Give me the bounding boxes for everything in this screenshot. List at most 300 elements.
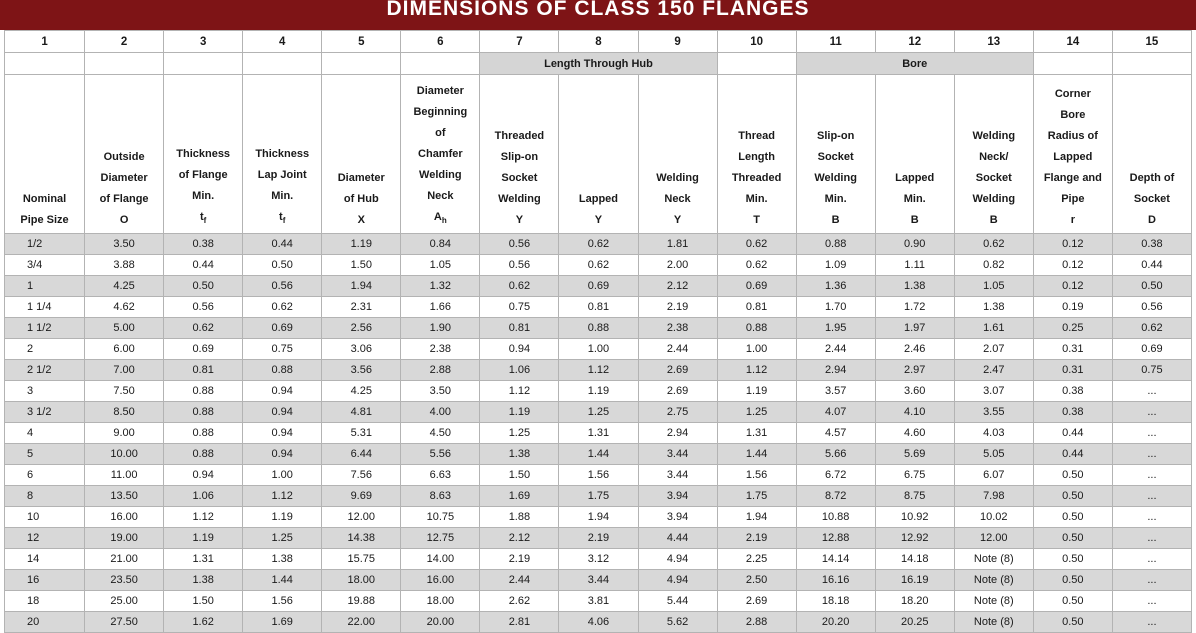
table-cell: 12.00 [954, 528, 1033, 549]
column-number-cell: 6 [401, 31, 480, 53]
header-text-line: Socket [1133, 193, 1170, 205]
table-cell: 7.50 [85, 381, 164, 402]
table-cell: ... [1112, 549, 1191, 570]
table-cell: 15.75 [322, 549, 401, 570]
table-cell: 10.02 [954, 507, 1033, 528]
table-cell: 2.19 [717, 528, 796, 549]
table-cell: Note (8) [954, 612, 1033, 633]
header-text-line: Min. [903, 193, 926, 205]
table-cell: 4.94 [638, 570, 717, 591]
header-text-line: Socket [975, 172, 1012, 184]
table-cell: 3.94 [638, 486, 717, 507]
table-cell: 1.00 [243, 465, 322, 486]
column-header-cell [1033, 75, 1112, 234]
table-cell: 7.00 [85, 360, 164, 381]
table-cell: 10.00 [85, 444, 164, 465]
table-cell: 12.88 [796, 528, 875, 549]
table-row [5, 528, 1192, 549]
table-cell: 0.56 [480, 255, 559, 276]
table-cell: 4.62 [85, 297, 164, 318]
header-text-line: Lapped [578, 193, 619, 205]
table-cell: 9.69 [322, 486, 401, 507]
table-cell: 1.32 [401, 276, 480, 297]
table-cell: 1.31 [164, 549, 243, 570]
header-text-line: of Flange [178, 168, 228, 181]
column-header-row [5, 75, 1192, 234]
header-text-line: Welding [498, 193, 541, 205]
table-cell: 1.94 [322, 276, 401, 297]
column-number-cell: 7 [480, 31, 559, 53]
header-text-line: Threaded [494, 130, 545, 142]
table-cell: 0.62 [243, 297, 322, 318]
header-text-line: of Hub [343, 193, 379, 205]
table-cell: ... [1112, 507, 1191, 528]
table-cell: 2.44 [480, 570, 559, 591]
table-cell: 3.12 [559, 549, 638, 570]
table-cell: 0.62 [1112, 318, 1191, 339]
table-cell: 3.07 [954, 381, 1033, 402]
table-cell: 8.63 [401, 486, 480, 507]
group-spacer [322, 53, 401, 75]
header-symbol: O [119, 214, 129, 226]
column-header-cell [796, 75, 875, 234]
table-cell: 1.72 [875, 297, 954, 318]
table-cell: 0.62 [559, 255, 638, 276]
table-cell: 2.97 [875, 360, 954, 381]
table-cell: 1.38 [243, 549, 322, 570]
column-number-cell: 13 [954, 31, 1033, 53]
table-cell: 1.97 [875, 318, 954, 339]
table-cell: 19.88 [322, 591, 401, 612]
header-text-line: Slip-on [500, 151, 539, 163]
table-row [5, 255, 1192, 276]
table-cell: 0.44 [1033, 444, 1112, 465]
table-cell: 0.94 [243, 444, 322, 465]
table-cell: 0.94 [243, 423, 322, 444]
header-text-line: Length [738, 151, 775, 163]
table-cell: ... [1112, 612, 1191, 633]
table-row [5, 591, 1192, 612]
table-cell: 1.61 [954, 318, 1033, 339]
table-cell: 0.44 [1112, 255, 1191, 276]
header-text-line: Lapped [1053, 151, 1093, 163]
table-cell: 18.20 [875, 591, 954, 612]
column-header-cell [875, 75, 954, 234]
table-cell: 1.19 [322, 234, 401, 255]
table-cell: ... [1112, 402, 1191, 423]
table-cell: 0.50 [1033, 570, 1112, 591]
table-cell: 4.60 [875, 423, 954, 444]
table-cell: 13.50 [85, 486, 164, 507]
table-cell: 4.03 [954, 423, 1033, 444]
table-cell: ... [1112, 486, 1191, 507]
table-cell: 5.05 [954, 444, 1033, 465]
table-cell: 2.47 [954, 360, 1033, 381]
table-cell: 0.19 [1033, 297, 1112, 318]
table-row [5, 570, 1192, 591]
header-symbol: $t_f$ [279, 210, 286, 225]
table-cell: 27.50 [85, 612, 164, 633]
table-cell: 1.56 [559, 465, 638, 486]
table-cell: 0.88 [164, 402, 243, 423]
table-cell: 0.82 [954, 255, 1033, 276]
header-symbol: $t_f$ [199, 210, 207, 225]
table-cell: 1.75 [559, 486, 638, 507]
table-cell: 1.95 [796, 318, 875, 339]
header-symbol: Y [594, 214, 603, 226]
table-row [5, 234, 1192, 255]
header-text-line: Depth of [1129, 172, 1175, 184]
table-cell: 22.00 [322, 612, 401, 633]
header-symbol: r [1070, 214, 1075, 226]
pipe-size-cell: 6 [5, 465, 85, 486]
table-cell: 2.46 [875, 339, 954, 360]
table-cell: 18.00 [322, 570, 401, 591]
table-cell: 3.94 [638, 507, 717, 528]
table-cell: 5.69 [875, 444, 954, 465]
table-cell: 6.00 [85, 339, 164, 360]
table-cell: 3.44 [638, 444, 717, 465]
table-cell: 2.38 [638, 318, 717, 339]
column-header-cell [5, 75, 85, 234]
table-cell: 0.62 [480, 276, 559, 297]
table-cell: 1.94 [559, 507, 638, 528]
table-cell: 4.44 [638, 528, 717, 549]
column-number-cell: 5 [322, 31, 401, 53]
header-symbol: $A_h$ [433, 210, 447, 225]
table-cell: 23.50 [85, 570, 164, 591]
table-cell: 3.06 [322, 339, 401, 360]
table-cell: 2.88 [717, 612, 796, 633]
column-number-cell: 14 [1033, 31, 1112, 53]
table-cell: 2.19 [480, 549, 559, 570]
table-cell: 0.56 [243, 276, 322, 297]
table-cell: 1.62 [164, 612, 243, 633]
table-cell: 0.62 [954, 234, 1033, 255]
column-number-cell: 12 [875, 31, 954, 53]
table-cell: Note (8) [954, 570, 1033, 591]
table-cell: 1.05 [401, 255, 480, 276]
header-text-line: Socket [501, 172, 538, 184]
table-cell: 5.44 [638, 591, 717, 612]
table-cell: 0.50 [243, 255, 322, 276]
table-cell: 0.44 [164, 255, 243, 276]
table-cell: 2.56 [322, 318, 401, 339]
table-cell: 0.50 [1112, 276, 1191, 297]
table-cell: 1.75 [717, 486, 796, 507]
table-cell: 20.00 [401, 612, 480, 633]
table-cell: 1.00 [559, 339, 638, 360]
header-symbol: B [831, 214, 840, 226]
pipe-size-cell: 10 [5, 507, 85, 528]
column-header-cell [559, 75, 638, 234]
group-spacer [1033, 53, 1112, 75]
table-cell: 5.66 [796, 444, 875, 465]
header-symbol: B [910, 214, 919, 226]
pipe-size-cell: 3 1/2 [5, 402, 85, 423]
column-header-cell [717, 75, 796, 234]
header-text-line: Bore [1060, 109, 1086, 121]
table-cell: ... [1112, 591, 1191, 612]
header-text-line: Min. [271, 189, 294, 202]
table-cell: 0.88 [717, 318, 796, 339]
table-cell: 1.69 [243, 612, 322, 633]
table-cell: 0.56 [164, 297, 243, 318]
column-header-cell [85, 75, 164, 234]
table-cell: 0.88 [164, 423, 243, 444]
header-text-line: Socket [817, 151, 854, 163]
table-cell: 0.56 [480, 234, 559, 255]
table-cell: 0.50 [1033, 591, 1112, 612]
group-spacer [243, 53, 322, 75]
table-cell: 0.31 [1033, 360, 1112, 381]
column-number-cell: 9 [638, 31, 717, 53]
header-text-line: Slip-on [817, 130, 855, 142]
table-cell: 1.44 [559, 444, 638, 465]
table-cell: 1.94 [717, 507, 796, 528]
table-cell: 2.12 [480, 528, 559, 549]
table-cell: 2.62 [480, 591, 559, 612]
pipe-size-cell: 20 [5, 612, 85, 633]
column-number-row [5, 31, 1192, 53]
table-cell: 6.72 [796, 465, 875, 486]
header-text-line: Welding [972, 130, 1016, 142]
header-text-line: Min. [192, 189, 215, 202]
header-text-line: Pipe Size [20, 214, 69, 226]
table-cell: 1.12 [164, 507, 243, 528]
column-header-cell [322, 75, 401, 234]
table-cell: 0.62 [164, 318, 243, 339]
table-cell: 0.38 [1033, 402, 1112, 423]
pipe-size-cell: 4 [5, 423, 85, 444]
table-cell: 0.62 [717, 234, 796, 255]
column-number-cell: 4 [243, 31, 322, 53]
flange-dimensions-table [4, 30, 1192, 633]
header-text-line: Pipe [1061, 193, 1085, 205]
group-spacer [401, 53, 480, 75]
group-spacer [5, 53, 85, 75]
header-text-line: Flange and [1043, 172, 1102, 184]
table-cell: ... [1112, 381, 1191, 402]
table-cell: 1.56 [717, 465, 796, 486]
table-cell: 3.81 [559, 591, 638, 612]
table-cell: 1.66 [401, 297, 480, 318]
table-cell: 1.50 [164, 591, 243, 612]
table-cell: ... [1112, 528, 1191, 549]
table-cell: 0.12 [1033, 234, 1112, 255]
group-spacer [1112, 53, 1191, 75]
header-symbol: Y [673, 214, 682, 226]
table-cell: 0.94 [243, 402, 322, 423]
table-cell: Note (8) [954, 549, 1033, 570]
table-cell: 2.94 [796, 360, 875, 381]
table-cell: 0.38 [1112, 234, 1191, 255]
table-cell: 16.16 [796, 570, 875, 591]
table-cell: 4.10 [875, 402, 954, 423]
table-cell: 6.63 [401, 465, 480, 486]
table-cell: 0.75 [243, 339, 322, 360]
table-cell: 0.94 [164, 465, 243, 486]
table-cell: 0.90 [875, 234, 954, 255]
header-text-line: Welding [419, 168, 462, 181]
column-header-cell [164, 75, 243, 234]
table-cell: 1.19 [717, 381, 796, 402]
header-text-line: Diameter [416, 84, 464, 97]
header-text-line: Corner [1054, 88, 1091, 100]
table-row [5, 276, 1192, 297]
header-text-line: Diameter [100, 172, 148, 184]
header-text-line: of Flange [99, 193, 149, 205]
pipe-size-cell: 18 [5, 591, 85, 612]
table-cell: 16.19 [875, 570, 954, 591]
table-cell: 12.00 [322, 507, 401, 528]
table-cell: 2.69 [638, 360, 717, 381]
table-cell: 3.60 [875, 381, 954, 402]
table-cell: 3.44 [559, 570, 638, 591]
column-number-cell: 10 [717, 31, 796, 53]
pipe-size-cell: 8 [5, 486, 85, 507]
table-row [5, 423, 1192, 444]
table-cell: 2.19 [638, 297, 717, 318]
table-cell: ... [1112, 423, 1191, 444]
pipe-size-cell: 3/4 [5, 255, 85, 276]
table-cell: 3.88 [85, 255, 164, 276]
table-cell: 0.88 [164, 444, 243, 465]
table-cell: 8.72 [796, 486, 875, 507]
column-header-cell [480, 75, 559, 234]
table-cell: 0.75 [480, 297, 559, 318]
header-symbol: X [357, 214, 365, 226]
column-number-cell: 1 [5, 31, 85, 53]
table-cell: 2.44 [796, 339, 875, 360]
header-text-line: Thickness [176, 147, 231, 160]
table-cell: 0.69 [164, 339, 243, 360]
table-cell: 14.14 [796, 549, 875, 570]
table-cell: 8.50 [85, 402, 164, 423]
column-number-cell: 11 [796, 31, 875, 53]
table-cell: 2.07 [954, 339, 1033, 360]
table-cell: 1.50 [480, 465, 559, 486]
table-cell: 1.00 [717, 339, 796, 360]
pipe-size-cell: 14 [5, 549, 85, 570]
table-cell: 0.81 [164, 360, 243, 381]
table-cell: 6.75 [875, 465, 954, 486]
header-text-line: of [435, 126, 446, 139]
table-cell: 2.69 [638, 381, 717, 402]
table-cell: 2.19 [559, 528, 638, 549]
table-cell: 1.88 [480, 507, 559, 528]
table-cell: 11.00 [85, 465, 164, 486]
table-cell: 2.88 [401, 360, 480, 381]
table-cell: ... [1112, 465, 1191, 486]
table-cell: 2.50 [717, 570, 796, 591]
pipe-size-cell: 2 1/2 [5, 360, 85, 381]
table-cell: 18.18 [796, 591, 875, 612]
table-cell: 18.00 [401, 591, 480, 612]
table-row [5, 297, 1192, 318]
table-cell: 14.00 [401, 549, 480, 570]
header-symbol: D [1147, 214, 1156, 226]
table-cell: 10.75 [401, 507, 480, 528]
table-cell: 1.38 [480, 444, 559, 465]
column-header-cell [243, 75, 322, 234]
table-cell: 14.18 [875, 549, 954, 570]
table-cell: 1.25 [480, 423, 559, 444]
table-cell: 1.70 [796, 297, 875, 318]
table-cell: 0.50 [164, 276, 243, 297]
table-row [5, 402, 1192, 423]
table-cell: 7.98 [954, 486, 1033, 507]
table-cell: 0.12 [1033, 255, 1112, 276]
header-text-line: Thickness [255, 147, 310, 160]
table-cell: 0.69 [559, 276, 638, 297]
header-text-line: Diameter [337, 172, 385, 184]
table-cell: ... [1112, 570, 1191, 591]
column-header-cell [401, 75, 480, 234]
table-cell: 1.90 [401, 318, 480, 339]
table-cell: 16.00 [85, 507, 164, 528]
table-cell: 1.56 [243, 591, 322, 612]
table-cell: 1.09 [796, 255, 875, 276]
table-cell: 0.69 [717, 276, 796, 297]
pipe-size-cell: 3 [5, 381, 85, 402]
table-cell: 1.38 [164, 570, 243, 591]
table-title-bar [0, 0, 1196, 30]
header-text-line: Outside [103, 151, 145, 163]
pipe-size-cell: 2 [5, 339, 85, 360]
table-cell: 4.50 [401, 423, 480, 444]
table-cell: 0.25 [1033, 318, 1112, 339]
table-cell: 19.00 [85, 528, 164, 549]
table-cell: 4.06 [559, 612, 638, 633]
table-cell: 8.75 [875, 486, 954, 507]
pipe-size-cell: 1 [5, 276, 85, 297]
table-cell: 12.92 [875, 528, 954, 549]
table-cell: 9.00 [85, 423, 164, 444]
table-cell: 4.25 [322, 381, 401, 402]
group-spacer [717, 53, 796, 75]
table-cell: 1.50 [322, 255, 401, 276]
table-cell: 0.84 [401, 234, 480, 255]
table-cell: 1.19 [559, 381, 638, 402]
table-cell: 0.50 [1033, 612, 1112, 633]
table-cell: 2.75 [638, 402, 717, 423]
table-cell: 4.94 [638, 549, 717, 570]
table-cell: 1.25 [559, 402, 638, 423]
pipe-size-cell: 1 1/2 [5, 318, 85, 339]
column-group-row [5, 53, 1192, 75]
table-cell: 2.12 [638, 276, 717, 297]
header-text-line: Radius of [1047, 130, 1098, 142]
table-cell: 20.20 [796, 612, 875, 633]
table-cell: 4.07 [796, 402, 875, 423]
table-cell: 0.50 [1033, 549, 1112, 570]
table-cell: 0.38 [164, 234, 243, 255]
table-cell: 0.94 [480, 339, 559, 360]
table-cell: 16.00 [401, 570, 480, 591]
table-cell: 1.12 [717, 360, 796, 381]
header-symbol: B [989, 214, 998, 226]
table-cell: 5.62 [638, 612, 717, 633]
table-cell: 0.56 [1112, 297, 1191, 318]
table-cell: 21.00 [85, 549, 164, 570]
table-row [5, 486, 1192, 507]
header-text-line: Thread [738, 130, 775, 142]
column-header-cell [954, 75, 1033, 234]
table-cell: 12.75 [401, 528, 480, 549]
table-cell: 2.00 [638, 255, 717, 276]
table-row [5, 318, 1192, 339]
